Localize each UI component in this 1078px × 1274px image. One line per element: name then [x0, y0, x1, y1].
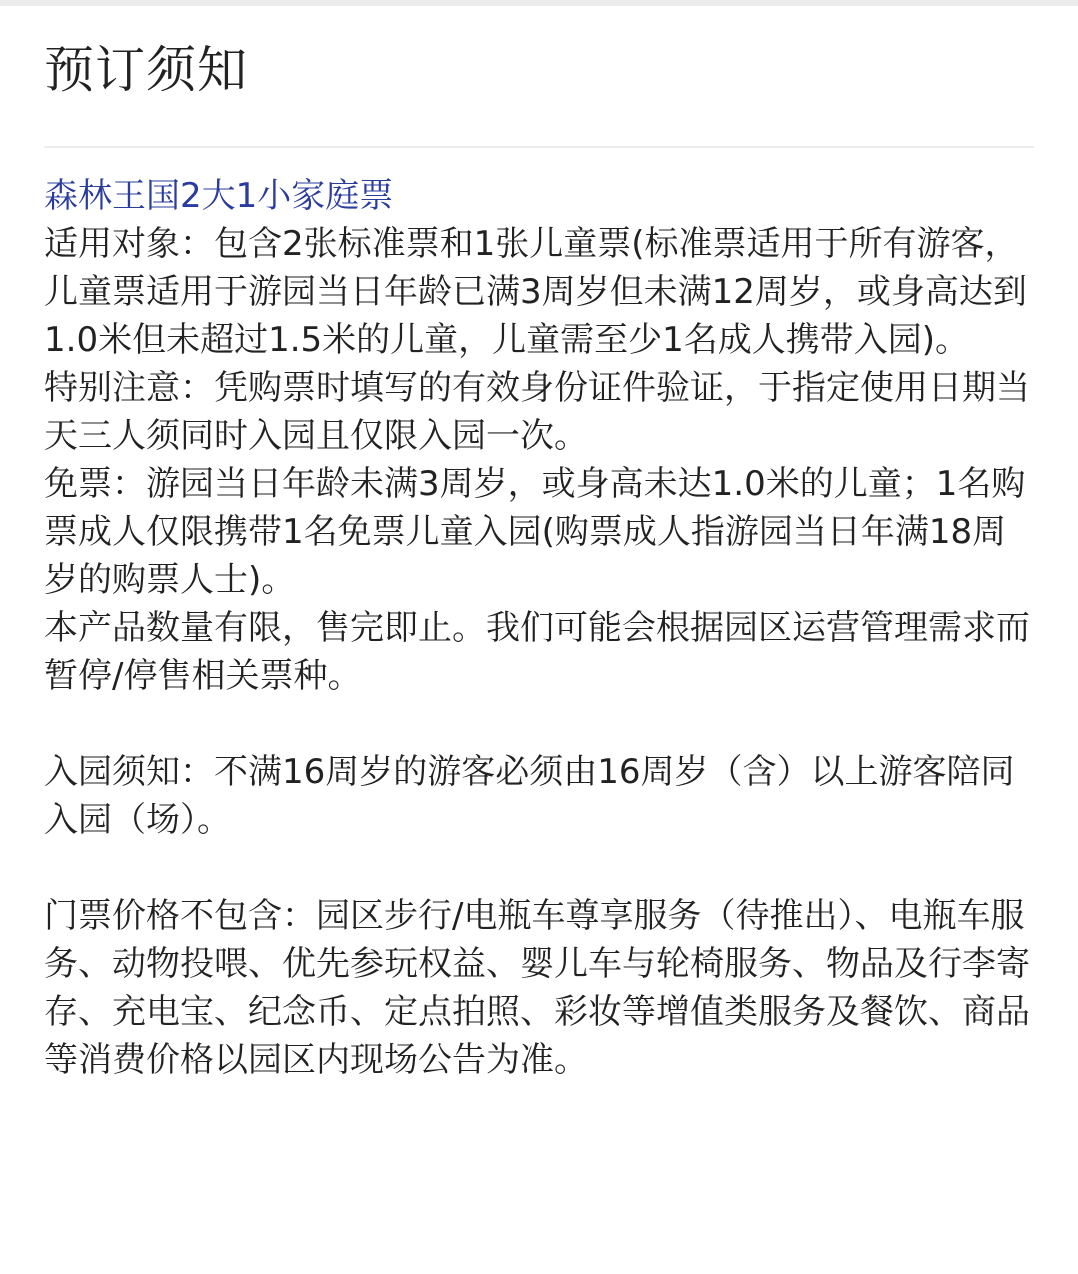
- limited-quantity-text: 本产品数量有限，售完即止。我们可能会根据园区运营管理需求而暂停/停售相关票种。: [44, 608, 1030, 696]
- entry-notice-text: 入园须知：不满16周岁的游客必须由16周岁（含）以上游客陪同入园（场）。: [44, 752, 1015, 840]
- ticket-name: 森林王国2大1小家庭票: [44, 176, 394, 216]
- special-note-text: 特别注意：凭购票时填写的有效身份证件验证，于指定使用日期当天三人须同时入园且仅限入园一次。: [44, 368, 1030, 456]
- spacer: [44, 700, 1034, 748]
- applicable-audience-text: 适用对象：包含2张标准票和1张儿童票(标准票适用于所有游客，儿童票适用于游园当日年龄已满3周岁但未满12周岁，或身高达到1.0米但未超过1.5米的儿童，儿童需至少1名成人携带入园)。: [44, 224, 1027, 360]
- title-divider: [44, 146, 1034, 148]
- spacer: [44, 844, 1034, 892]
- notice-content: [44, 172, 1034, 1084]
- price-exclusions-text: 门票价格不包含：园区步行/电瓶车尊享服务（待推出）、电瓶车服务、动物投喂、优先参玩权益、婴儿车与轮椅服务、物品及行李寄存、充电宝、纪念币、定点拍照、彩妆等增值类服务及餐饮、商品等消费价格以园区内现场公告为准。: [44, 896, 1030, 1080]
- free-ticket-text: 免票：游园当日年龄未满3周岁，或身高未达1.0米的儿童；1名购票成人仅限携带1名免票儿童入园(购票成人指游园当日年满18周岁的购票人士)。: [44, 464, 1026, 600]
- page-title: 预订须知: [44, 41, 248, 99]
